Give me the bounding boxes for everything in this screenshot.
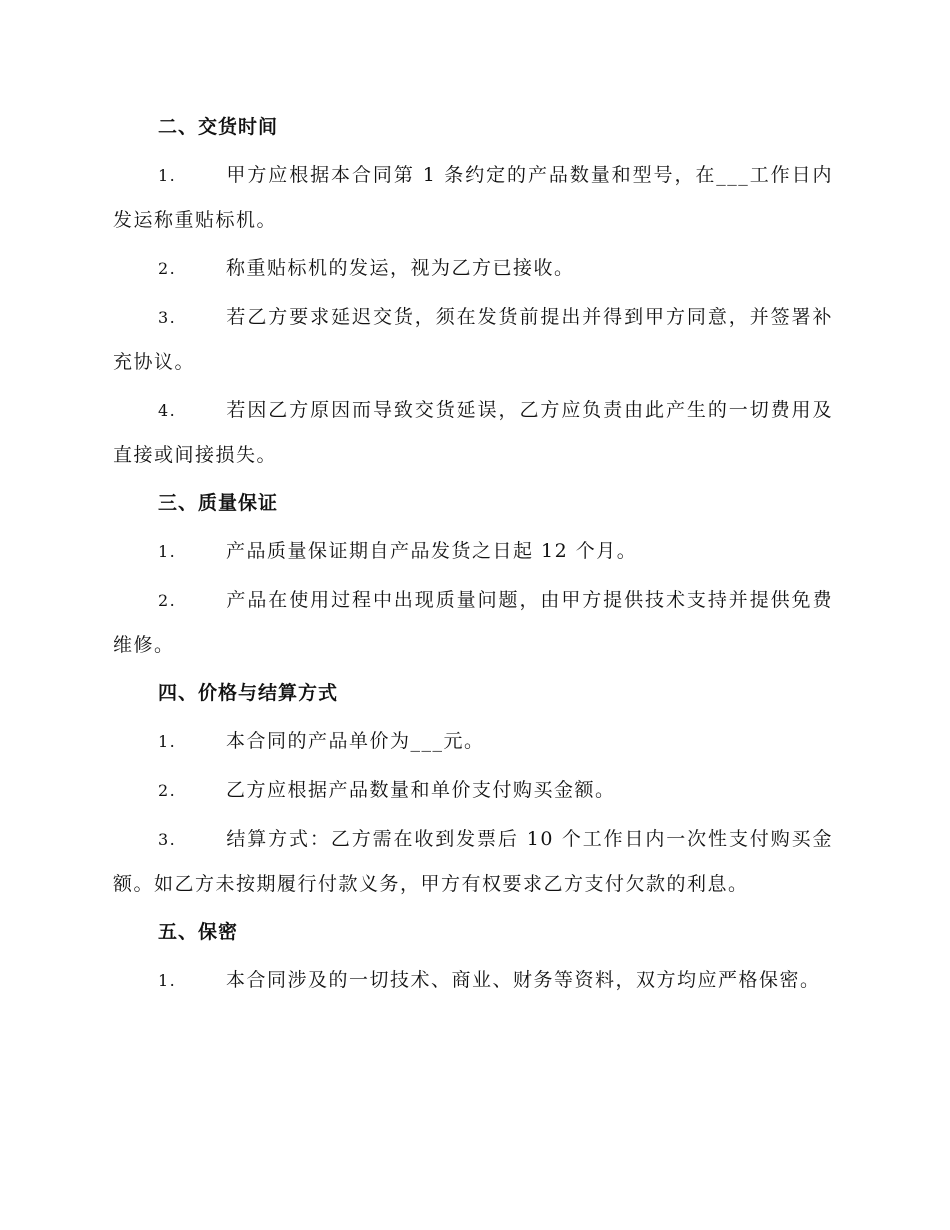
clause-item	[113, 153, 833, 242]
clause-number: 1.	[158, 542, 177, 561]
clause-text: 甲方应根据本合同第 1 条约定的产品数量和型号，在___工作日内发运称重贴标机。	[113, 164, 833, 231]
clause-text: 本合同涉及的一切技术、商业、财务等资料，双方均应严格保密。	[226, 969, 821, 991]
clause-number: 4.	[158, 401, 177, 420]
clause-item	[113, 253, 833, 284]
contract-body	[113, 112, 833, 1014]
clause-text: 产品在使用过程中出现质量问题，由甲方提供技术支持并提供免费维修。	[113, 589, 833, 656]
clause-number: 2.	[158, 259, 177, 278]
clause-number: 3.	[158, 308, 177, 327]
clause-number: 3.	[158, 830, 177, 849]
section-heading-confidentiality: 五、保密	[158, 921, 239, 943]
clause-item	[113, 295, 833, 384]
clause-text: 乙方应根据产品数量和单价支付购买金额。	[226, 779, 616, 801]
section-heading-delivery-time: 二、交货时间	[158, 116, 279, 138]
clause-text: 若乙方要求延迟交货，须在发货前提出并得到甲方同意，并签署补充协议。	[113, 306, 833, 373]
clause-text: 称重贴标机的发运，视为乙方已接收。	[226, 257, 575, 279]
clause-number: 2.	[158, 591, 177, 610]
clause-item	[113, 536, 833, 567]
clause-item	[113, 388, 833, 477]
clause-number: 1.	[158, 732, 177, 751]
clause-text: 本合同的产品单价为___元。	[226, 730, 485, 752]
clause-item	[113, 817, 833, 906]
clause-text: 若因乙方原因而导致交货延误，乙方应负责由此产生的一切费用及直接或间接损失。	[113, 399, 833, 466]
clause-number: 1.	[158, 166, 177, 185]
clause-item	[113, 958, 833, 1003]
clause-number: 2.	[158, 781, 177, 800]
section-heading-quality-guarantee: 三、质量保证	[158, 492, 279, 514]
clause-item	[113, 726, 833, 757]
section-heading-price-settlement: 四、价格与结算方式	[158, 682, 339, 704]
clause-item	[113, 775, 833, 806]
clause-number: 1.	[158, 971, 177, 990]
clause-item	[113, 578, 833, 667]
clause-text: 结算方式：乙方需在收到发票后 10 个工作日内一次性支付购买金额。如乙方未按期履行付款义务，甲方有权要求乙方支付欠款的利息。	[113, 828, 833, 895]
clause-text: 产品质量保证期自产品发货之日起 12 个月。	[226, 540, 638, 562]
